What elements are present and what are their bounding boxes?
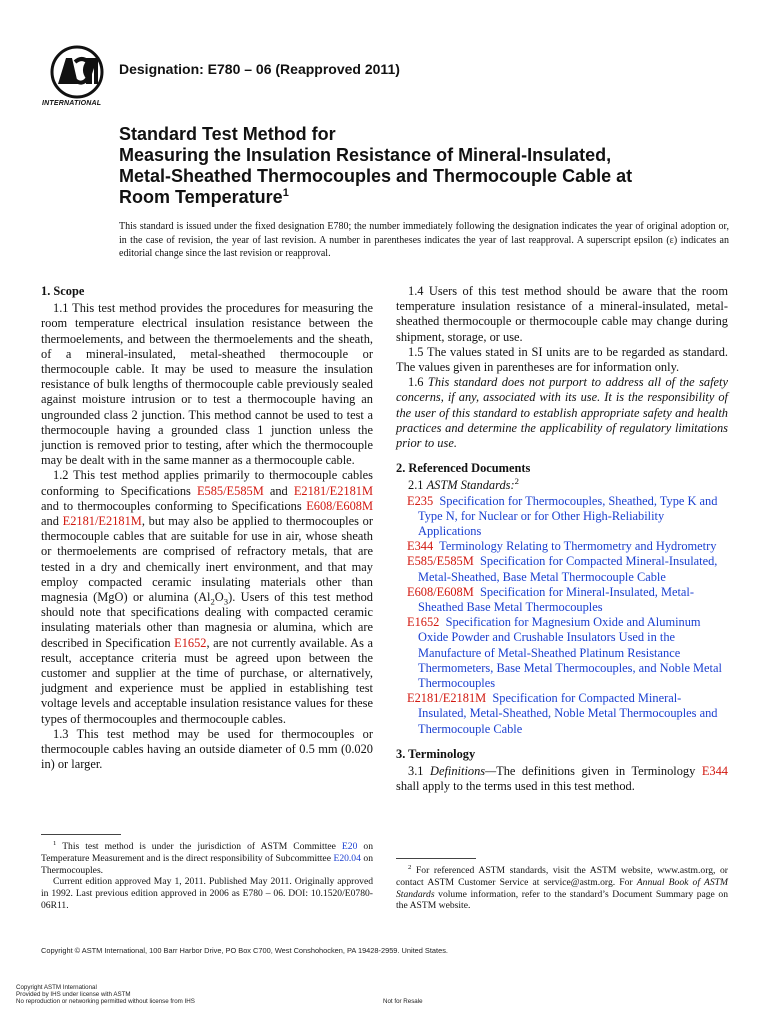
section-heading-terminology: 3. Terminology <box>396 746 476 761</box>
reference-item[interactable]: E344 Terminology Relating to Thermometry and Hydrometry <box>407 539 717 554</box>
logo-wordmark: INTERNATIONAL <box>42 100 102 107</box>
footnote-rule-right <box>396 858 476 859</box>
title-line-1: Standard Test Method for <box>119 124 336 144</box>
issuance-notice: This standard is issued under the fixed designation E780; the number immediately following the designation indicates the year of original adoption or, in the case of revision, the year of last revision. A number in parentheses indicates the year of last reapproval. A superscript epsilon (ε) indicates an editorial change since the last revision or reapproval. <box>119 221 729 259</box>
paragraph-1-6: 1.6 This standard does not purport to address all of the safety concerns, if any, associated with its use. It is the responsibility of the user of this standard to establish appropriate safety and health practices and determine the applicability of regulatory limitations prior to use. <box>396 375 728 451</box>
license-notice: Copyright ASTM International Provided by IHS under license with ASTM No reproduction or networking permitted without license from IHS <box>16 984 195 1005</box>
reference-item[interactable]: E1652 Specification for Magnesium Oxide and Aluminum Oxide Powder and Crushable Insulators Used in the Manufacture of Metal-Sheathed Platinum Resistance Thermometers, Base Metal Thermocouples, and Noble Metal Thermocouples <box>407 615 722 691</box>
paragraph-3-1: 3.1 Definitions—The definitions given in Terminology E344 shall apply to the terms used in this test method. <box>396 764 728 794</box>
reference-list <box>396 494 728 737</box>
right-column <box>396 284 728 795</box>
paragraph-1-4: 1.4 Users of this test method should be aware that the room temperature insulation resistance of a mineral-insulated, metal-sheathed thermocouple or thermocouple cable may change during shipment, storage, or use. <box>396 284 728 344</box>
paragraph-1-2: 1.2 This test method applies primarily to thermocouple cables conforming to Specifications E585/E585M and E2181/E2181M and to thermocouples conforming to Specifications E608/E608M and E2181/E2181M, but may also be applied to thermocouples or thermocouple cables that are suitable for use in air, whose sheath or thermoelements are comprised of refractory metals, that are tested in a dry and chemically inert environment, and that may employ compacted ceramic insulating materials other than magnesia (MgO) or alumina $(Al_2O_3)$. Users of this test method should note that specifications dealing with compacted ceramic insulating materials other than magnesia or alumina, which are described in Specification E1652, are not currently available. As a result, acceptance criteria must be agreed upon between the customer and supplier at the time of purchase, or alternatively, judgment and experience must be applied in establishing test voltage levels and acceptable insulation resistance values for these types of thermocouples and thermocouple cables. <box>41 468 374 726</box>
reference-item[interactable]: E235 Specification for Thermocouples, Sheathed, Type K and Type N, for Nuclear or for Other High-Reliability Applications <box>407 493 718 539</box>
title-footnote-marker[interactable]: 1 <box>282 187 289 199</box>
title-line-3: Metal-Sheathed Thermocouples and Thermocouple Cable at <box>119 166 633 186</box>
left-column <box>41 284 373 773</box>
paragraph-1-5: 1.5 The values stated in SI units are to be regarded as standard. The values given in parentheses are for information only. <box>396 344 728 375</box>
ref-link-e2181[interactable]: E2181/E2181M <box>293 483 373 498</box>
reference-item[interactable]: E608/E608M Specification for Mineral-Insulated, Metal-Sheathed Base Metal Thermocouples <box>407 584 694 615</box>
ref-link-e585[interactable]: E585/E585M <box>196 483 264 498</box>
footnote-1: $^1$ This test method is under the jurisdiction of ASTM Committee E20 on Temperature Measurement and is the direct responsibility of Subcommittee E20.04 on Thermocouples. Current edition approved May 1, 2011. Published May 2011. Originally approved in 1992. Last previous edition approved in 2006 as E780 – 06. DOI: 10.1520/E0780-06R11. <box>41 839 373 911</box>
footnote-rule-left <box>41 834 121 835</box>
paragraph-1-3: 1.3 This test method may be used for thermocouples or thermocouple cables having an outside diameter of 0.5 mm (0.020 in) or larger. <box>41 726 373 772</box>
paragraph-1-1: 1.1 This test method provides the procedures for measuring the room temperature electrical insulation resistance between the thermoelements, and between the thermoelements and the sheath, of a mineral-insulated, metal-sheathed thermocouple or thermocouple cable. It may be used to measure the insulation resistance of bulk lengths of thermocouple cable previously sealed against moisture intrusion or to test a thermocouple having an ungrounded class 2 junction. This method cannot be used to test a thermocouple having a grounded class 1 junction unless the junction is removed prior to testing, after which the thermocouple may be dealt with in the same manner as a thermocouple cable. <box>41 301 373 468</box>
reference-item[interactable]: E2181/E2181M Specification for Compacted Mineral-Insulated, Metal-Sheathed, Noble Metal Thermocouples and Thermocouple Cable <box>407 691 718 736</box>
ref-link-e1652[interactable]: E1652 <box>174 635 207 650</box>
astm-standards-label: 2.1 ASTM Standards:$^2$ <box>408 476 519 493</box>
astm-logo <box>42 44 112 110</box>
section-heading-scope: 1. Scope <box>41 284 85 298</box>
ref-link-e608[interactable]: E608/E608M <box>306 498 373 513</box>
reference-item[interactable]: E585/E585M Specification for Compacted Mineral-Insulated, Metal-Sheathed, Base Metal Thermocouple Cable <box>407 554 718 584</box>
ref-link-committee-e20[interactable]: E20 <box>341 841 358 852</box>
ref-link-e2181-b[interactable]: E2181/E2181M <box>62 514 142 529</box>
ref-link-subcommittee-e2004[interactable]: E20.04 <box>333 852 361 864</box>
footnote-marker-2[interactable]: 2 <box>514 476 519 487</box>
copyright-line: Copyright © ASTM International, 100 Barr Harbor Drive, PO Box C700, West Conshohocken, PA 19428-2959. United States. <box>41 946 448 955</box>
not-for-resale: Not for Resale <box>383 998 423 1005</box>
section-heading-references: 2. Referenced Documents <box>396 461 531 476</box>
document-title <box>119 124 739 208</box>
ref-link-e344[interactable]: E344 <box>701 764 728 779</box>
footnote-2: $^2$ For referenced ASTM standards, visit the ASTM website, www.astm.org, or contact ASTM Customer Service at service@astm.org. For Annual Book of ASTM Standards volume information, refer to the standard’s Document Summary page on the ASTM website. <box>396 863 728 912</box>
title-line-4: Room Temperature$^1$ <box>119 187 289 207</box>
designation: Designation: E780 – 06 (Reapproved 2011) <box>119 61 400 77</box>
title-line-2: Measuring the Insulation Resistance of Mineral-Insulated, <box>119 145 612 165</box>
